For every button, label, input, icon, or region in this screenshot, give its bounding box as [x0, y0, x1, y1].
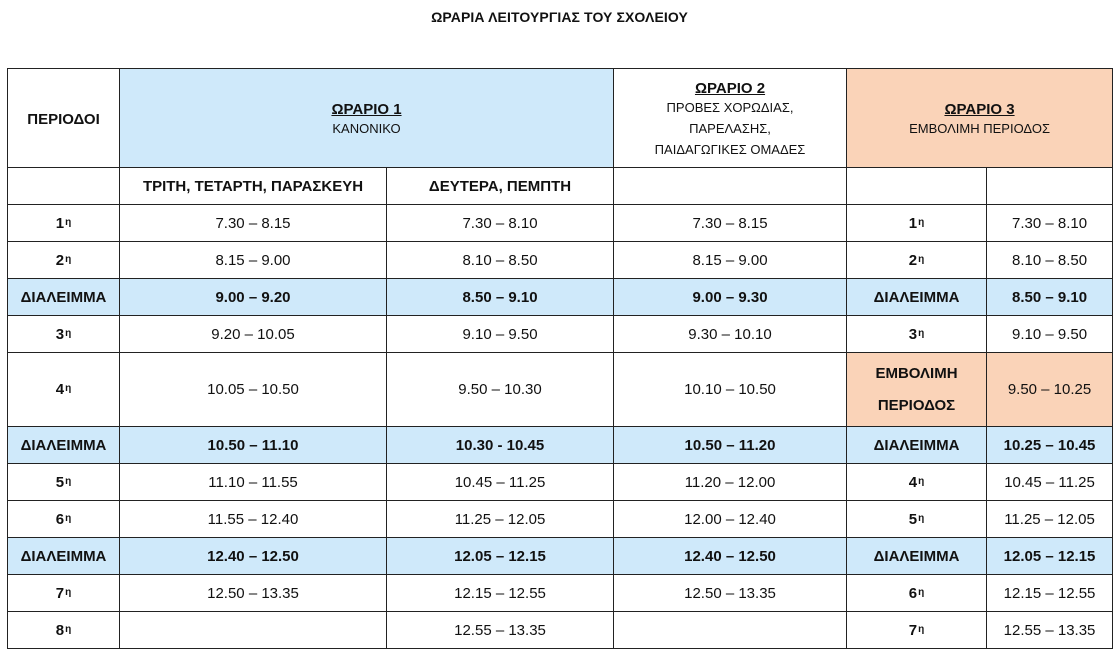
time-cell: 10.05 – 10.50 — [120, 353, 387, 427]
time-cell — [120, 612, 387, 649]
time-cell: 8.15 – 9.00 — [120, 242, 387, 279]
time-cell: 8.10 – 8.50 — [387, 242, 614, 279]
schedule2-title: ΩΡΑΡΙΟ 2 — [694, 79, 766, 97]
time-cell: 8.15 – 9.00 — [614, 242, 847, 279]
break-time-cell: 8.50 – 9.10 — [987, 279, 1113, 316]
interpolated-period-line1: ΕΜΒΟΛΙΜΗ — [875, 364, 958, 382]
schedule3-period-label: $1^\eta$ — [847, 205, 987, 242]
period-label: $4^\eta$ — [8, 353, 120, 427]
table-row — [8, 205, 1113, 242]
time-cell: 11.10 – 11.55 — [120, 464, 387, 501]
time-cell: 9.10 – 9.50 — [987, 316, 1113, 353]
subheader-empty-cell — [8, 168, 120, 205]
table-row — [8, 242, 1113, 279]
break-time-cell: 9.00 – 9.30 — [614, 279, 847, 316]
subheader-empty-cell — [987, 168, 1113, 205]
time-cell: 8.10 – 8.50 — [987, 242, 1113, 279]
period-label: $2^\eta$ — [8, 242, 120, 279]
break-row — [8, 427, 1113, 464]
time-cell: 12.50 – 13.35 — [120, 575, 387, 612]
break-label: ΔΙΑΛΕΙΜΜΑ — [8, 427, 120, 464]
schedule3-period-label: $6^\eta$ — [847, 575, 987, 612]
header-row — [8, 69, 1113, 168]
time-cell: 7.30 – 8.10 — [987, 205, 1113, 242]
break-time-cell: 12.40 – 12.50 — [614, 538, 847, 575]
table-row — [8, 353, 1113, 427]
break-label: ΔΙΑΛΕΙΜΜΑ — [8, 279, 120, 316]
time-cell: 11.20 – 12.00 — [614, 464, 847, 501]
time-cell: 11.25 – 12.05 — [387, 501, 614, 538]
table-row — [8, 501, 1113, 538]
subheader-empty-cell — [847, 168, 987, 205]
interpolated-period-label — [847, 353, 987, 427]
break-label: ΔΙΑΛΕΙΜΜΑ — [847, 427, 987, 464]
break-time-cell: 12.05 – 12.15 — [387, 538, 614, 575]
time-cell: 7.30 – 8.15 — [614, 205, 847, 242]
schedule3-header — [847, 69, 1113, 168]
schedule1-title: ΩΡΑΡΙΟ 1 — [331, 100, 402, 118]
period-label: $3^\eta$ — [8, 316, 120, 353]
schedule3-subtitle: ΕΜΒΟΛΙΜΗ ΠΕΡΙΟΔΟΣ — [909, 120, 1050, 136]
time-cell: 11.55 – 12.40 — [120, 501, 387, 538]
break-label: ΔΙΑΛΕΙΜΜΑ — [847, 279, 987, 316]
break-time-cell: 8.50 – 9.10 — [387, 279, 614, 316]
time-cell: 10.45 – 11.25 — [387, 464, 614, 501]
time-cell: 9.50 – 10.25 — [987, 353, 1113, 427]
time-cell: 9.50 – 10.30 — [387, 353, 614, 427]
schedule3-period-label: $4^\eta$ — [847, 464, 987, 501]
schedule3-period-label: $7^\eta$ — [847, 612, 987, 649]
period-label: $5^\eta$ — [8, 464, 120, 501]
subheader-empty-cell — [614, 168, 847, 205]
schedule3-title: ΩΡΑΡΙΟ 3 — [944, 100, 1015, 118]
schedule3-period-label: $3^\eta$ — [847, 316, 987, 353]
schedule2-line1: ΠΡΟΒΕΣ ΧΟΡΩΔΙΑΣ, — [666, 99, 794, 115]
time-cell — [614, 612, 847, 649]
time-cell: 12.00 – 12.40 — [614, 501, 847, 538]
time-cell: 9.30 – 10.10 — [614, 316, 847, 353]
time-cell: 12.50 – 13.35 — [614, 575, 847, 612]
break-time-cell: 9.00 – 9.20 — [120, 279, 387, 316]
break-row — [8, 279, 1113, 316]
time-cell: 9.20 – 10.05 — [120, 316, 387, 353]
break-label: ΔΙΑΛΕΙΜΜΑ — [847, 538, 987, 575]
schedule2-line2: ΠΑΡΕΛΑΣΗΣ, — [689, 120, 771, 136]
period-label: $8^\eta$ — [8, 612, 120, 649]
time-cell: 12.55 – 13.35 — [387, 612, 614, 649]
break-time-cell: 12.05 – 12.15 — [987, 538, 1113, 575]
time-cell: 12.55 – 13.35 — [987, 612, 1113, 649]
time-cell: 10.45 – 11.25 — [987, 464, 1113, 501]
table-row — [8, 316, 1113, 353]
document-title: ΩΡΑΡΙΑ ΛΕΙΤΟΥΡΓΙΑΣ ΤΟΥ ΣΧΟΛΕΙΟΥ — [431, 9, 688, 25]
periods-header — [8, 69, 120, 168]
break-label: ΔΙΑΛΕΙΜΜΑ — [8, 538, 120, 575]
schedule-table — [7, 68, 1113, 649]
break-row — [8, 538, 1113, 575]
break-time-cell: 10.25 – 10.45 — [987, 427, 1113, 464]
break-time-cell: 12.40 – 12.50 — [120, 538, 387, 575]
schedule1-subtitle: ΚΑΝΟΝΙΚΟ — [332, 120, 401, 136]
break-time-cell: 10.50 – 11.10 — [120, 427, 387, 464]
table-row — [8, 575, 1113, 612]
table-row — [8, 612, 1113, 649]
interpolated-period-line2: ΠΕΡΙΟΔΟΣ — [877, 396, 956, 414]
period-label: $6^\eta$ — [8, 501, 120, 538]
break-time-cell: 10.30 - 10.45 — [387, 427, 614, 464]
subheader-days-b: ΔΕΥΤΕΡΑ, ΠΕΜΠΤΗ — [387, 168, 614, 205]
time-cell: 7.30 – 8.10 — [387, 205, 614, 242]
schedule2-line3: ΠΑΙΔΑΓΩΓΙΚΕΣ ΟΜΑΔΕΣ — [654, 141, 806, 157]
schedule3-period-label: $2^\eta$ — [847, 242, 987, 279]
schedule1-header — [120, 69, 614, 168]
schedule3-period-label: $5^\eta$ — [847, 501, 987, 538]
table-row — [8, 464, 1113, 501]
periods-header-label: ΠΕΡΙΟΔΟΙ — [27, 111, 100, 128]
subheader-row — [8, 168, 1113, 205]
break-time-cell: 10.50 – 11.20 — [614, 427, 847, 464]
time-cell: 10.10 – 10.50 — [614, 353, 847, 427]
period-label: $7^\eta$ — [8, 575, 120, 612]
schedule2-header — [614, 69, 847, 168]
period-label: $1^\eta$ — [8, 205, 120, 242]
subheader-days-a: ΤΡΙΤΗ, ΤΕΤΑΡΤΗ, ΠΑΡΑΣΚΕΥΗ — [120, 168, 387, 205]
time-cell: 7.30 – 8.15 — [120, 205, 387, 242]
time-cell: 12.15 – 12.55 — [387, 575, 614, 612]
time-cell: 12.15 – 12.55 — [987, 575, 1113, 612]
time-cell: 9.10 – 9.50 — [387, 316, 614, 353]
time-cell: 11.25 – 12.05 — [987, 501, 1113, 538]
